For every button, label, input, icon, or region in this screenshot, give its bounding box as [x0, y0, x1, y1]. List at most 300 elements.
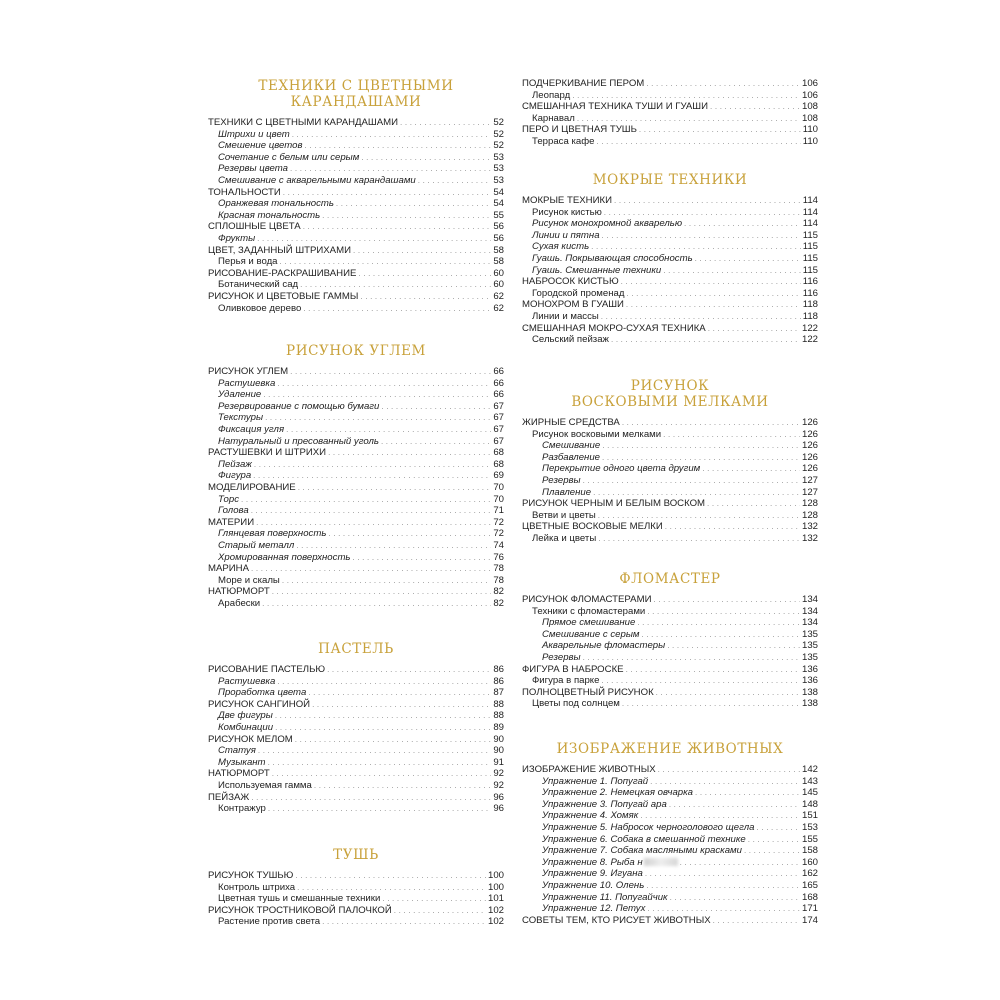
toc-page-number: 135 — [801, 651, 818, 663]
toc-subentry[interactable] — [208, 757, 504, 769]
toc-entry-label: Хромированная поверхность — [218, 551, 351, 563]
dot-leader — [684, 218, 801, 230]
toc-page-number: 153 — [801, 821, 818, 833]
toc-entry-label: РИСОВАНИЕ ПАСТЕЛЬЮ — [208, 664, 326, 675]
toc-entry-label: Перья и вода — [218, 256, 278, 268]
toc-chapter-entry[interactable] — [208, 482, 504, 494]
toc-entry-label: Упражнение 5. Набросок черноголового щегла — [542, 821, 755, 833]
toc-subentry[interactable] — [208, 152, 504, 164]
toc-subentry[interactable] — [208, 540, 504, 552]
toc-subentry[interactable] — [208, 198, 504, 210]
toc-subentry[interactable] — [522, 698, 818, 710]
toc-chapter-entry[interactable] — [208, 366, 504, 378]
dot-leader — [577, 113, 800, 125]
toc-entry-label: Гуашь. Покрывающая способность — [532, 252, 693, 264]
toc-chapter-entry[interactable] — [522, 195, 818, 207]
toc-subentry[interactable] — [522, 475, 818, 487]
toc-subentry[interactable] — [208, 780, 504, 792]
toc-page-number: 128 — [801, 509, 818, 521]
dot-leader — [297, 882, 486, 894]
toc-subentry[interactable] — [208, 722, 504, 734]
toc-page-number: 136 — [801, 675, 818, 687]
toc-page-number: 92 — [493, 768, 504, 780]
toc-entry-label: Упражнение 2. Немецкая овчарка — [542, 787, 693, 799]
toc-page-number: 135 — [801, 628, 818, 640]
toc-page-number: 88 — [493, 710, 504, 722]
dot-leader — [713, 915, 800, 927]
toc-entry-label: Две фигуры — [218, 710, 273, 722]
dot-leader — [583, 475, 800, 487]
toc-subentry[interactable] — [522, 810, 818, 822]
toc-page-number: 89 — [493, 721, 504, 733]
toc-section-рисунок-восковыми-мелками — [522, 378, 818, 545]
toc-chapter-entry[interactable] — [208, 664, 504, 676]
toc-chapter-entry[interactable] — [208, 291, 504, 303]
toc-entry-list — [522, 417, 818, 545]
toc-entry-label: Фиксация угля — [218, 423, 285, 435]
toc-subentry[interactable] — [522, 113, 818, 125]
toc-entry-label: Линии и пятна — [532, 229, 600, 241]
dot-leader — [256, 517, 491, 529]
toc-entry-label: РИСУНОК САНГИНОЙ — [208, 698, 311, 710]
toc-entry-label: Глянцевая поверхность — [218, 528, 327, 540]
toc-page-number: 138 — [801, 698, 818, 710]
toc-chapter-entry[interactable] — [208, 768, 504, 780]
toc-entry-label: РИСУНОК ФЛОМАСТЕРАМИ — [522, 594, 652, 605]
toc-subentry[interactable] — [522, 440, 818, 452]
toc-subentry[interactable] — [522, 218, 818, 230]
toc-chapter-entry[interactable] — [522, 764, 818, 776]
dot-leader — [598, 533, 800, 545]
dot-leader — [626, 299, 801, 311]
toc-page-number: 90 — [493, 745, 504, 757]
toc-subentry[interactable] — [208, 424, 504, 436]
dot-leader — [601, 675, 800, 687]
toc-chapter-entry[interactable] — [208, 268, 504, 280]
toc-subentry[interactable] — [208, 256, 504, 268]
dot-leader — [272, 586, 492, 598]
toc-entry-label: Упражнение 8. Рыба н — [542, 856, 643, 868]
toc-entry-label: Акварельные фломастеры — [542, 640, 666, 652]
toc-chapter-entry[interactable] — [522, 687, 818, 699]
toc-subentry[interactable] — [522, 892, 818, 904]
toc-chapter-entry[interactable] — [208, 563, 504, 575]
toc-subentry[interactable] — [208, 279, 504, 291]
toc-entry-label: ПОЛНОЦВЕТНЫЙ РИСУНОК — [522, 686, 654, 698]
toc-entry-label: Музыкант — [218, 756, 266, 768]
dot-leader — [658, 764, 800, 776]
toc-chapter-entry[interactable] — [522, 417, 818, 429]
toc-entry-label: МОНОХРОМ В ГУАШИ — [522, 299, 624, 311]
toc-subentry[interactable] — [522, 776, 818, 788]
toc-page-number: 67 — [493, 412, 504, 424]
toc-entry-label: СМЕШАННАЯ МОКРО-СУХАЯ ТЕХНИКА — [522, 322, 706, 334]
dot-leader — [241, 494, 491, 506]
toc-subentry[interactable] — [522, 429, 818, 441]
toc-subentry[interactable] — [208, 303, 504, 315]
toc-page-number: 165 — [801, 879, 818, 891]
dot-leader — [645, 868, 800, 880]
toc-page-number: 174 — [801, 914, 818, 926]
toc-subentry[interactable] — [522, 463, 818, 475]
dot-leader — [292, 129, 492, 141]
toc-subentry[interactable] — [208, 175, 504, 187]
toc-page-number: 92 — [493, 779, 504, 791]
toc-chapter-entry[interactable] — [208, 187, 504, 199]
dot-leader — [604, 207, 801, 219]
toc-page-number: 60 — [493, 279, 504, 291]
toc-page-number: 116 — [802, 287, 818, 299]
toc-chapter-entry[interactable] — [522, 498, 818, 510]
toc-page-number: 122 — [801, 322, 818, 334]
dot-leader — [352, 552, 491, 564]
dot-leader — [305, 140, 492, 152]
toc-chapter-entry[interactable] — [208, 245, 504, 257]
toc-entry-label: Упражнение 7. Собака масляными красками — [542, 845, 742, 857]
toc-subentry[interactable] — [522, 606, 818, 618]
dot-leader — [290, 366, 491, 378]
dot-leader — [258, 745, 491, 757]
toc-subentry[interactable] — [522, 868, 818, 880]
toc-page-number: 100 — [487, 870, 504, 881]
toc-subentry[interactable] — [522, 452, 818, 464]
dot-leader — [327, 664, 491, 676]
toc-subentry[interactable] — [522, 334, 818, 346]
toc-subentry[interactable] — [208, 233, 504, 245]
toc-page-number: 53 — [493, 151, 504, 163]
toc-page-number: 158 — [801, 845, 818, 857]
toc-page-number: 66 — [493, 366, 504, 377]
toc-subentry[interactable] — [208, 389, 504, 401]
toc-entry-label: Упражнение 11. Попугайчик — [542, 891, 668, 903]
toc-chapter-entry[interactable] — [522, 323, 818, 335]
dot-leader — [710, 101, 800, 113]
toc-page-number: 71 — [493, 505, 504, 517]
dot-leader — [295, 870, 486, 882]
toc-chapter-entry[interactable] — [208, 734, 504, 746]
toc-entry-label: ТОНАЛЬНОСТИ — [208, 186, 281, 198]
dot-leader — [650, 776, 800, 788]
toc-subentry[interactable] — [208, 598, 504, 610]
toc-chapter-entry[interactable] — [522, 915, 818, 927]
toc-entry-label: Упражнение 12. Петух — [542, 903, 646, 915]
dot-leader — [254, 459, 491, 471]
toc-page-number: 74 — [493, 539, 504, 551]
toc-entry-label: Гуашь. Смешанные техники — [532, 264, 662, 276]
toc-entry-label: Удаление — [218, 389, 262, 401]
toc-subentry[interactable] — [522, 241, 818, 253]
toc-page-number: 96 — [493, 791, 504, 803]
toc-chapter-entry[interactable] — [522, 299, 818, 311]
toc-page-number: 108 — [801, 101, 818, 113]
toc-subentry[interactable] — [522, 652, 818, 664]
toc-chapter-entry[interactable] — [208, 870, 504, 882]
dot-leader — [361, 152, 491, 164]
dot-leader — [382, 893, 486, 905]
toc-chapter-entry[interactable] — [522, 594, 818, 606]
toc-entry-label: ПЕРО И ЦВЕТНАЯ ТУШЬ — [522, 124, 637, 136]
toc-subentry[interactable] — [208, 676, 504, 688]
toc-subentry[interactable] — [522, 207, 818, 219]
toc-entry-label: СМЕШАННАЯ ТЕХНИКА ТУШИ И ГУАШИ — [522, 101, 708, 113]
toc-entry-label: МОДЕЛИРОВАНИЕ — [208, 481, 296, 493]
toc-page-number: 114 — [802, 206, 818, 218]
toc-entry-list — [522, 195, 818, 346]
dot-leader — [593, 487, 800, 499]
toc-subentry[interactable] — [522, 253, 818, 265]
toc-entry-label: Сельский пейзаж — [532, 334, 609, 346]
toc-subentry[interactable] — [208, 552, 504, 564]
toc-entry-label: Прямое смешивание — [542, 617, 636, 629]
toc-chapter-entry[interactable] — [522, 101, 818, 113]
toc-subentry[interactable] — [522, 311, 818, 323]
toc-page-number: 126 — [801, 417, 818, 428]
toc-page-number: 151 — [801, 810, 818, 822]
dot-leader — [656, 687, 800, 699]
toc-subentry[interactable] — [208, 745, 504, 757]
dot-leader — [598, 510, 800, 522]
dot-leader — [322, 210, 491, 222]
toc-subentry[interactable] — [208, 803, 504, 815]
toc-page-number: 148 — [801, 798, 818, 810]
toc-entry-label: ЦВЕТ, ЗАДАННЫЙ ШТРИХАМИ — [208, 244, 351, 256]
dot-leader — [708, 323, 800, 335]
dot-leader — [748, 834, 800, 846]
toc-subentry[interactable] — [522, 487, 818, 499]
toc-subentry[interactable] — [522, 822, 818, 834]
dot-leader — [667, 640, 800, 652]
dot-leader — [353, 245, 491, 257]
toc-subentry[interactable] — [208, 470, 504, 482]
toc-entry-label: Леопард — [532, 89, 571, 101]
toc-page-number: 106 — [801, 78, 818, 89]
dot-leader — [308, 687, 491, 699]
toc-page-number: 66 — [493, 377, 504, 389]
dot-leader — [418, 175, 492, 187]
toc-subentry[interactable] — [522, 845, 818, 857]
toc-chapter-entry[interactable] — [208, 586, 504, 598]
toc-subentry[interactable] — [208, 140, 504, 152]
toc-page-number: 160 — [801, 856, 818, 868]
toc-chapter-entry[interactable] — [208, 699, 504, 711]
toc-entry-label: Пейзаж — [218, 458, 252, 470]
toc-entry-label: Оливковое дерево — [218, 302, 302, 314]
toc-subentry[interactable] — [522, 617, 818, 629]
dot-leader — [265, 412, 491, 424]
toc-entry-list — [522, 594, 818, 710]
toc-entry-label: Контражур — [218, 803, 266, 815]
toc-entry-label: РАСТУШЕВКИ И ШТРИХИ — [208, 447, 327, 459]
toc-page-number: 70 — [493, 493, 504, 505]
toc-subentry[interactable] — [208, 163, 504, 175]
dot-leader — [328, 528, 491, 540]
toc-chapter-entry[interactable] — [522, 124, 818, 136]
toc-subentry[interactable] — [522, 903, 818, 915]
toc-chapter-entry[interactable] — [208, 517, 504, 529]
toc-subentry[interactable] — [208, 494, 504, 506]
toc-entry-label: Фигура — [218, 470, 252, 482]
dot-leader — [653, 594, 800, 606]
toc-page-number: 87 — [493, 687, 504, 699]
toc-entry-label: Смешивание — [542, 440, 601, 452]
toc-entry-label: Смешивание с акварельными карандашами — [218, 174, 416, 186]
dot-leader — [275, 722, 491, 734]
toc-page-number: 91 — [493, 756, 504, 768]
toc-page-number: 88 — [493, 698, 504, 710]
dot-leader — [637, 617, 800, 629]
toc-subentry[interactable] — [208, 436, 504, 448]
toc-section-фломастер — [522, 571, 818, 710]
toc-entry-label: Оранжевая тональность — [218, 198, 334, 210]
toc-page-number: 52 — [493, 128, 504, 140]
toc-entry-label: Смешение цветов — [218, 140, 303, 152]
toc-subentry[interactable] — [522, 787, 818, 799]
toc-subentry[interactable] — [522, 136, 818, 148]
dot-leader — [626, 288, 800, 300]
toc-chapter-entry[interactable] — [522, 78, 818, 90]
toc-chapter-entry[interactable] — [208, 792, 504, 804]
dot-leader — [394, 905, 486, 917]
dot-leader — [358, 268, 491, 280]
dot-leader — [275, 710, 492, 722]
toc-page-number: 54 — [493, 186, 504, 198]
toc-page-number: 155 — [801, 833, 818, 845]
toc-page-number: 115 — [802, 241, 818, 253]
toc-page-number: 66 — [493, 389, 504, 401]
toc-subentry[interactable] — [522, 834, 818, 846]
toc-subentry[interactable] — [208, 575, 504, 587]
toc-chapter-entry[interactable] — [522, 521, 818, 533]
dot-leader — [360, 291, 491, 303]
toc-page-number: 115 — [802, 229, 818, 241]
toc-subentry[interactable] — [208, 710, 504, 722]
toc-page-number: 56 — [493, 232, 504, 244]
dot-leader — [602, 230, 801, 242]
toc-page-number: 78 — [493, 574, 504, 586]
toc-subentry[interactable] — [208, 129, 504, 141]
toc-page-number: 127 — [801, 474, 818, 486]
toc-page-number: 114 — [802, 218, 818, 230]
toc-subentry[interactable] — [522, 675, 818, 687]
toc-chapter-entry[interactable] — [522, 664, 818, 676]
toc-subentry[interactable] — [522, 510, 818, 522]
toc-entry-label: Резервы — [542, 474, 581, 486]
toc-subentry[interactable] — [208, 916, 504, 928]
toc-entry-label: ИЗОБРАЖЕНИЕ ЖИВОТНЫХ — [522, 764, 656, 775]
toc-entry-list — [208, 366, 504, 609]
dot-leader — [303, 221, 492, 233]
dot-leader — [596, 136, 800, 148]
toc-entry-label: РИСУНОК ТУШЬЮ — [208, 870, 294, 881]
toc-entry-label: Рисунок восковыми мелками — [532, 428, 662, 440]
toc-subentry[interactable] — [522, 533, 818, 545]
section-title: ТЕХНИКИ С ЦВЕТНЫМИ КАРАНДАШАМИ — [258, 78, 454, 110]
toc-subentry[interactable] — [522, 880, 818, 892]
toc-chapter-entry[interactable] — [208, 905, 504, 917]
toc-chapter-entry[interactable] — [208, 447, 504, 459]
dot-leader — [646, 78, 800, 90]
dot-leader — [591, 241, 801, 253]
toc-entry-label: Комбинации — [218, 721, 274, 733]
toc-page-number: 143 — [801, 775, 818, 787]
toc-entry-label: Терраса кафе — [532, 135, 595, 147]
section-title: ТУШЬ — [333, 847, 379, 863]
toc-subentry[interactable] — [208, 528, 504, 540]
dot-leader — [303, 303, 491, 315]
toc-subentry[interactable] — [522, 90, 818, 102]
toc-subentry[interactable] — [208, 378, 504, 390]
toc-entry-label: Старый металл — [218, 539, 295, 551]
toc-entry-label: Резервы цвета — [218, 163, 289, 175]
toc-chapter-entry[interactable] — [208, 221, 504, 233]
toc-subentry[interactable] — [208, 882, 504, 894]
toc-subentry[interactable] — [208, 412, 504, 424]
toc-subentry[interactable] — [522, 629, 818, 641]
toc-page-number: 115 — [802, 264, 818, 276]
toc-page-number: 76 — [493, 551, 504, 563]
toc-page-number: 114 — [802, 195, 818, 206]
toc-section-техники-с-цветными-карандашами — [208, 78, 504, 314]
dot-leader — [669, 799, 800, 811]
dot-leader — [670, 892, 800, 904]
toc-subentry[interactable] — [208, 459, 504, 471]
dot-leader — [611, 334, 800, 346]
toc-entry-label: РИСУНОК УГЛЕМ — [208, 366, 289, 377]
toc-page-number: 72 — [493, 528, 504, 540]
dot-leader — [314, 780, 491, 792]
toc-subentry[interactable] — [522, 230, 818, 242]
toc-chapter-entry[interactable] — [208, 117, 504, 129]
toc-subentry[interactable] — [208, 210, 504, 222]
dot-leader — [707, 498, 800, 510]
toc-entry-label: Упражнение 1. Попугай — [542, 775, 649, 787]
toc-chapter-entry[interactable] — [522, 276, 818, 288]
toc-entry-label: Карнавал — [532, 112, 575, 124]
toc-subentry[interactable] — [522, 799, 818, 811]
toc-page-number: 55 — [493, 209, 504, 221]
toc-entry-label: Упражнение 3. Попугай ара — [542, 798, 667, 810]
dot-leader — [381, 436, 491, 448]
toc-section-continued — [522, 78, 818, 148]
toc-subentry[interactable] — [522, 288, 818, 300]
toc-subentry[interactable] — [208, 893, 504, 905]
toc-page-number: 122 — [801, 334, 818, 346]
toc-page-number: 62 — [493, 302, 504, 314]
toc-section-рисунок-углем — [208, 343, 504, 609]
toc-page-number: 118 — [802, 310, 818, 322]
toc-entry-label: РИСУНОК МЕЛОМ — [208, 733, 293, 745]
dot-leader — [583, 652, 800, 664]
toc-entry-label: РИСОВАНИЕ-РАСКРАШИВАНИЕ — [208, 267, 357, 279]
dot-leader — [639, 124, 801, 136]
toc-subentry[interactable] — [208, 687, 504, 699]
toc-subentry[interactable] — [208, 401, 504, 413]
toc-subentry[interactable] — [522, 265, 818, 277]
dot-leader — [572, 90, 800, 102]
toc-page-number: 127 — [801, 486, 818, 498]
toc-page-number: 168 — [801, 891, 818, 903]
section-title: ИЗОБРАЖЕНИЕ ЖИВОТНЫХ — [556, 741, 784, 757]
dot-leader — [695, 253, 801, 265]
toc-page-number: 58 — [493, 244, 504, 256]
toc-entry-label: Штрихи и цвет — [218, 128, 290, 140]
toc-page-number: 68 — [493, 458, 504, 470]
toc-subentry[interactable] — [208, 505, 504, 517]
toc-subentry[interactable] — [522, 857, 818, 869]
toc-entry-label: Фрукты — [218, 232, 256, 244]
toc-entry-label: СПЛОШНЫЕ ЦВЕТА — [208, 221, 301, 233]
toc-subentry[interactable] — [522, 640, 818, 652]
